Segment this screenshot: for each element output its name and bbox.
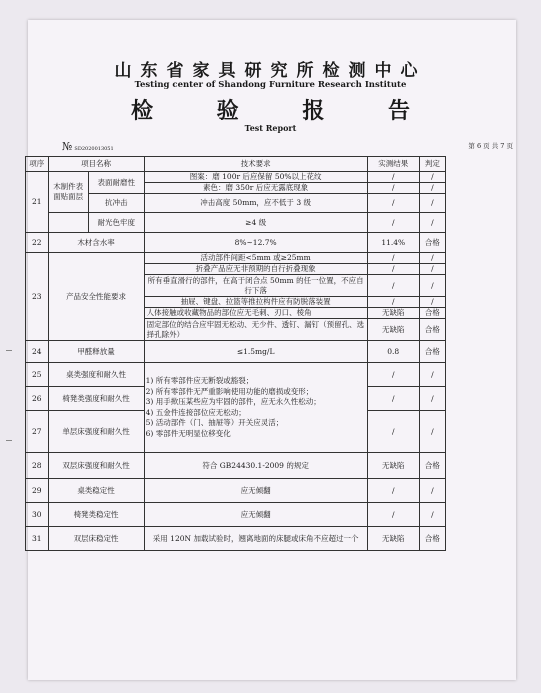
seq-cell: 24 <box>26 341 49 363</box>
table-row <box>26 363 446 387</box>
group-name-cell-empty <box>48 213 88 233</box>
item-name-cell: 桌类强度和耐久性 <box>48 363 144 387</box>
item-name-cell: 耐光色牢度 <box>88 213 144 233</box>
item-name-cell: 甲醛释放量 <box>48 341 144 363</box>
report-number-value: SD2020013051 <box>74 146 114 152</box>
requirement-cell: 人体接触或收藏物品的部位应无毛刺、刃口、棱角 <box>144 308 367 319</box>
page-info: 第 6 页 共 7 页 <box>468 142 513 150</box>
seq-cell: 28 <box>26 453 49 479</box>
item-name-cell: 产品安全性能要求 <box>48 253 144 341</box>
item-name-cell: 抗冲击 <box>88 194 144 213</box>
table-row <box>26 194 446 212</box>
item-name-cell: 桌类稳定性 <box>48 479 144 503</box>
header-result: 实测结果 <box>367 157 419 172</box>
seq-cell: 26 <box>26 387 49 411</box>
judgement-cell: / <box>419 297 445 308</box>
item-name-cell: 单层床强度和耐久性 <box>48 411 144 453</box>
result-cell: / <box>367 253 419 264</box>
seq-cell: 29 <box>26 479 49 503</box>
report-title-cn: 检 验 报 告 <box>131 98 438 124</box>
item-name-cell: 木材含水率 <box>48 233 144 253</box>
judgement-cell: / <box>419 363 445 387</box>
table-row <box>26 213 446 233</box>
result-cell: / <box>367 503 419 527</box>
result-cell: 无缺陷 <box>367 308 419 319</box>
item-name-cell: 椅凳类稳定性 <box>48 503 144 527</box>
judgement-cell: / <box>419 213 445 233</box>
requirement-cell: 素色：磨 350r 后应无露底现象 <box>144 183 367 194</box>
seq-cell: 23 <box>26 253 49 341</box>
table-row <box>26 503 446 527</box>
table-row <box>26 341 446 363</box>
scan-mark <box>6 350 12 351</box>
institute-title-cn: 山东省家具研究所检测中心 <box>114 61 427 81</box>
seq-cell: 31 <box>26 527 49 551</box>
report-title-en: Test Report <box>244 123 297 133</box>
test-results-table <box>25 156 446 551</box>
seq-cell: 25 <box>26 363 49 387</box>
item-name-cell: 双层床强度和耐久性 <box>48 453 144 479</box>
judgement-cell: / <box>419 264 445 275</box>
judgement-cell: 合格 <box>419 233 445 253</box>
table-row <box>26 453 446 479</box>
table-row <box>26 172 446 183</box>
result-cell: / <box>367 264 419 275</box>
judgement-cell: 合格 <box>419 453 445 479</box>
header-seq: 项序 <box>26 157 49 172</box>
number-sign: № <box>62 140 73 153</box>
requirement-cell: 应无倾翻 <box>144 503 367 527</box>
requirement-cell: 8%~12.7% <box>144 233 367 253</box>
judgement-cell: 合格 <box>419 308 445 319</box>
requirement-cell: 活动部件间距<5mm 或≥25mm <box>144 253 367 264</box>
judgement-cell: / <box>419 253 445 264</box>
requirement-cell: 抽屉、键盘、拉篮等推拉构件应有防脱落装置 <box>144 297 367 308</box>
result-cell: / <box>367 387 419 411</box>
result-cell: 无缺陷 <box>367 319 419 341</box>
result-cell: 11.4% <box>367 233 419 253</box>
judgement-cell: / <box>419 172 445 183</box>
result-cell: / <box>367 297 419 308</box>
item-name-cell: 双层床稳定性 <box>48 527 144 551</box>
result-cell: / <box>367 183 419 194</box>
requirement-cell: 符合 GB24430.1-2009 的规定 <box>144 453 367 479</box>
judgement-cell: / <box>419 275 445 297</box>
judgement-cell: / <box>419 503 445 527</box>
result-cell: 无缺陷 <box>367 527 419 551</box>
result-cell: / <box>367 275 419 297</box>
table-row <box>26 253 446 264</box>
judgement-cell: / <box>419 194 445 213</box>
header-item-name: 项目名称 <box>48 157 144 172</box>
item-name-cell: 表面耐磨性 <box>88 172 144 194</box>
result-cell: / <box>367 479 419 503</box>
header-requirement: 技术要求 <box>144 157 367 172</box>
item-name-cell: 椅凳类强度和耐久性 <box>48 387 144 411</box>
result-cell: 无缺陷 <box>367 453 419 479</box>
requirement-cell: 所有垂直滑行的部件，在高于闭合点 50mm 的任一位置，不应自行下落 <box>144 275 367 297</box>
table-header-row <box>26 157 446 172</box>
requirement-cell: 图案：磨 100r 后应保留 50%以上花纹 <box>144 172 367 183</box>
result-cell: / <box>367 411 419 453</box>
seq-cell: 30 <box>26 503 49 527</box>
institute-title-en: Testing center of Shandong Furniture Research Institute <box>134 80 407 90</box>
result-cell: / <box>367 194 419 213</box>
requirement-cell: ≤1.5mg/L <box>144 341 367 363</box>
judgement-cell: / <box>419 479 445 503</box>
requirement-cell: 冲击高度 50mm，应不低于 3 级 <box>144 194 367 213</box>
seq-cell: 27 <box>26 411 49 453</box>
durability-requirement-cell: 1) 所有零部件应无断裂或豁裂； 2) 所有零部件无严重影响使用功能的磨损或变形； 3) 用手揿压某些应为牢固的部件，应无永久性松动； 4) 五金件连接部位应无松动； 5) 活动部件（门、抽屉等）开关应灵活； 6) 零部件无明显位移变化 <box>144 363 367 453</box>
result-cell: 0.8 <box>367 341 419 363</box>
table-row <box>26 527 446 551</box>
group-name-cell: 木制件表面贴面层 <box>48 172 88 213</box>
requirement-cell: ≥4 级 <box>144 213 367 233</box>
requirement-cell: 应无倾翻 <box>144 479 367 503</box>
report-number <box>62 140 114 153</box>
table-row <box>26 479 446 503</box>
judgement-cell: 合格 <box>419 527 445 551</box>
requirement-cell: 折叠产品应无非预期的自行折叠现象 <box>144 264 367 275</box>
requirement-cell: 采用 120N 加载试验时，翘离地面的床腿或床角不应超过一个 <box>144 527 367 551</box>
seq-cell: 22 <box>26 233 49 253</box>
judgement-cell: 合格 <box>419 319 445 341</box>
judgement-cell: / <box>419 387 445 411</box>
judgement-cell: / <box>419 411 445 453</box>
result-cell: / <box>367 172 419 183</box>
scan-mark <box>6 440 12 441</box>
judgement-cell: 合格 <box>419 341 445 363</box>
result-cell: / <box>367 363 419 387</box>
table-row <box>26 233 446 253</box>
result-cell: / <box>367 213 419 233</box>
requirement-cell: 固定部位的结合应牢固无松动、无少件、透钉、漏钉（预留孔、选择孔除外） <box>144 319 367 341</box>
seq-cell: 21 <box>26 172 49 233</box>
header-judgement: 判定 <box>419 157 445 172</box>
judgement-cell: / <box>419 183 445 194</box>
